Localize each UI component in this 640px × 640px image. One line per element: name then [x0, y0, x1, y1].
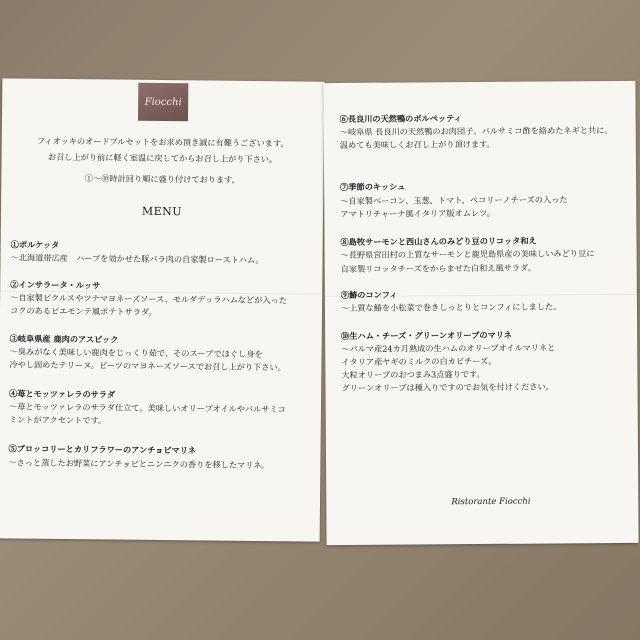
menu-item-desc: 〜臭みがなく美味しい鹿肉をじっくり茹で、そのスープでほぐし身を: [9, 346, 263, 360]
menu-item-title: ④苺とモッツァレラのサラダ: [9, 388, 116, 400]
restaurant-logo: [138, 83, 188, 122]
menu-item-desc: 〜上質な鰆を小松菜で巻きしっとりとコンフィにしました。: [340, 301, 562, 313]
menu-item-desc: アマトリチャーナ風イタリア版オムレツ。: [340, 207, 495, 219]
menu-item-desc: コクのあるピエモンテ風ポテトサラダ。: [9, 305, 157, 317]
arrangement-note: ①〜⑩時計回り順に盛り付けております。: [84, 173, 240, 185]
menu-item-desc: 大粒オリーブのおつまみ3点盛りです。: [341, 368, 485, 380]
menu-item-desc: 〜自家製ピクルスやツナマヨネーズソース、モルダデッラハムなどが入った: [10, 292, 287, 306]
menu-item-desc: 〜自家製ベーコン、玉葱、トマト、ペコリーノチーズの入った: [340, 194, 568, 206]
menu-item-desc: 〜長野県宮田村の上質なサーモンと鹿児島県産の美味しいみどり豆に: [340, 248, 595, 260]
intro-line-1: フィオッキのオードブルセットをお求め頂き誠に有難うございます。: [36, 135, 289, 149]
menu-item-desc: 温めても美味しくお召し上がり頂けます。: [339, 138, 495, 150]
menu-item-desc: 自家製リコッタチーズをからませた白和え風サラダ。: [340, 262, 536, 274]
menu-item-desc: 〜さっと蒸したお野菜にアンチョビとニンニクの香りを移したマリネ。: [8, 457, 270, 471]
menu-item-desc: 〜岐阜県 長良川の天然鴨のお肉団子。バルサミコ酢を絡めたネギと共に。: [339, 125, 613, 137]
menu-item-title: ⑦季節のキッシュ: [340, 181, 406, 192]
left-menu-sheet: [0, 78, 324, 541]
menu-item-title: ⑧島牧サーモンと西山さんのみどり豆のリコッタ和え: [340, 235, 537, 247]
menu-item-desc: イタリア産ヤギのミルクの白カビチーズ。: [341, 355, 497, 367]
menu-item-desc: 冷やし固めたテリーヌ。ビーツのマヨネーズソースでお召し上がり下さい。: [9, 359, 286, 373]
menu-item-title: ⑥長良川の天然鴨のポルペッティ: [339, 113, 462, 124]
menu-item-title: ②インサラータ・ルッサ: [10, 279, 101, 291]
logo-text: Fiocchi: [144, 96, 182, 108]
menu-item-desc: 〜パルマ産24カ月熟成の生ハムのオリーブオイルマリネと: [341, 342, 556, 354]
restaurant-signature: Ristorante Fiocchi: [451, 496, 531, 508]
right-menu-sheet: [323, 81, 638, 545]
menu-item-desc: 〜北海道帯広産 ハーブを効かせた豚バラ肉の自家製ローストハム。: [10, 252, 264, 266]
menu-item-title: ⑨鰆のコンフィ: [340, 289, 398, 300]
menu-item-desc: ミントがアクセントです。: [8, 414, 107, 426]
menu-title: MENU: [141, 204, 183, 219]
menu-item-title: ⑤ブロッコリーとカリフラワーのアンチョビマリネ: [8, 443, 197, 456]
menu-item-title: ⑩生ハム・チーズ・グリーンオリーブのマリネ: [341, 329, 512, 341]
menu-item-desc: 〜苺とモッツァレラのサラダ仕立て。美味しいオリーブオイルやバルサミコ: [8, 401, 286, 415]
menu-item-title: ③岐阜県産 鹿肉のアスピック: [9, 333, 119, 345]
intro-line-2: お召し上がり前に軽く室温に戻してからお召し上がり下さい。: [47, 151, 278, 165]
menu-item-desc: グリーンオリーブは種入りですのでお気を付けください。: [341, 381, 554, 393]
menu-item-title: ①ポルケッタ: [10, 239, 60, 250]
